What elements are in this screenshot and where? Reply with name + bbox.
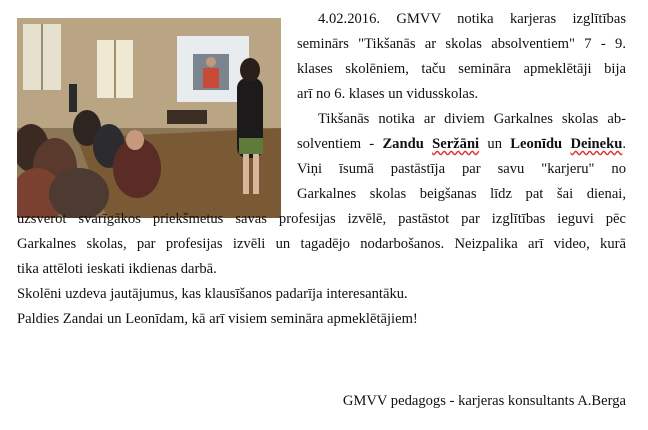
paragraph-2-line-6: Garkalnes skolas, par profesijas izvēli un tagadējo nodarbošanos. Neizpalika arī video, kurā [17,236,626,252]
paragraph-2-line-2-start: solventiem - [297,136,383,152]
paragraph-4: Paldies Zandai un Leonīdam, kā arī visiem semināra apmeklētājiem! [17,311,418,327]
signature: GMVV pedagogs - karjeras konsultants A.Berga [342,393,626,409]
absolvent-name-2-last: Deineku [570,136,623,152]
paragraph-2-line-7: tika attēloti ieskati ikdienas darbā. [17,261,217,277]
paragraph-1-line-3: klases skolēniem, taču semināra apmeklētāji bija [297,61,626,77]
article-text [17,7,626,332]
absolvent-name-2 [510,136,622,152]
paragraph-2-line-2 [297,132,626,157]
absolvent-name-1-last: Seržāni [432,136,480,152]
paragraph-1-line-1: 4.02.2016. GMVV notika karjeras izglītības [318,11,626,27]
paragraph-2-line-2-end: . [622,136,626,152]
absolvent-name-2-first: Leonīdu [510,136,571,152]
paragraph-2-line-5: uzsverot svarīgākos priekšmetus savas profesijas izvēlē, pastāstot par izglītības ieguvi pēc [17,211,626,227]
paragraph-2-line-2-mid: un [479,136,511,152]
paragraph-3: Skolēni uzdeva jautājumus, kas klausīšanos padarīja interesantāku. [17,286,408,302]
paragraph-2-line-4: Garkalnes skolas beigšanas līdz pat šai dienai, [297,186,626,202]
paragraph-2-line-3: Viņi īsumā pastāstīja par savu "karjeru" no [297,161,626,177]
paragraph-1-line-4: arī no 6. klases un vidusskolas. [297,86,479,102]
paragraph-2-line-1: Tikšanās notika ar diviem Garkalnes skolas ab- [318,111,626,127]
absolvent-name-1-first: Zandu [382,136,433,152]
absolvent-name-1 [382,136,479,152]
paragraph-1-line-2: seminārs "Tikšanās ar skolas absolventiem" 7 - 9. [297,36,626,52]
